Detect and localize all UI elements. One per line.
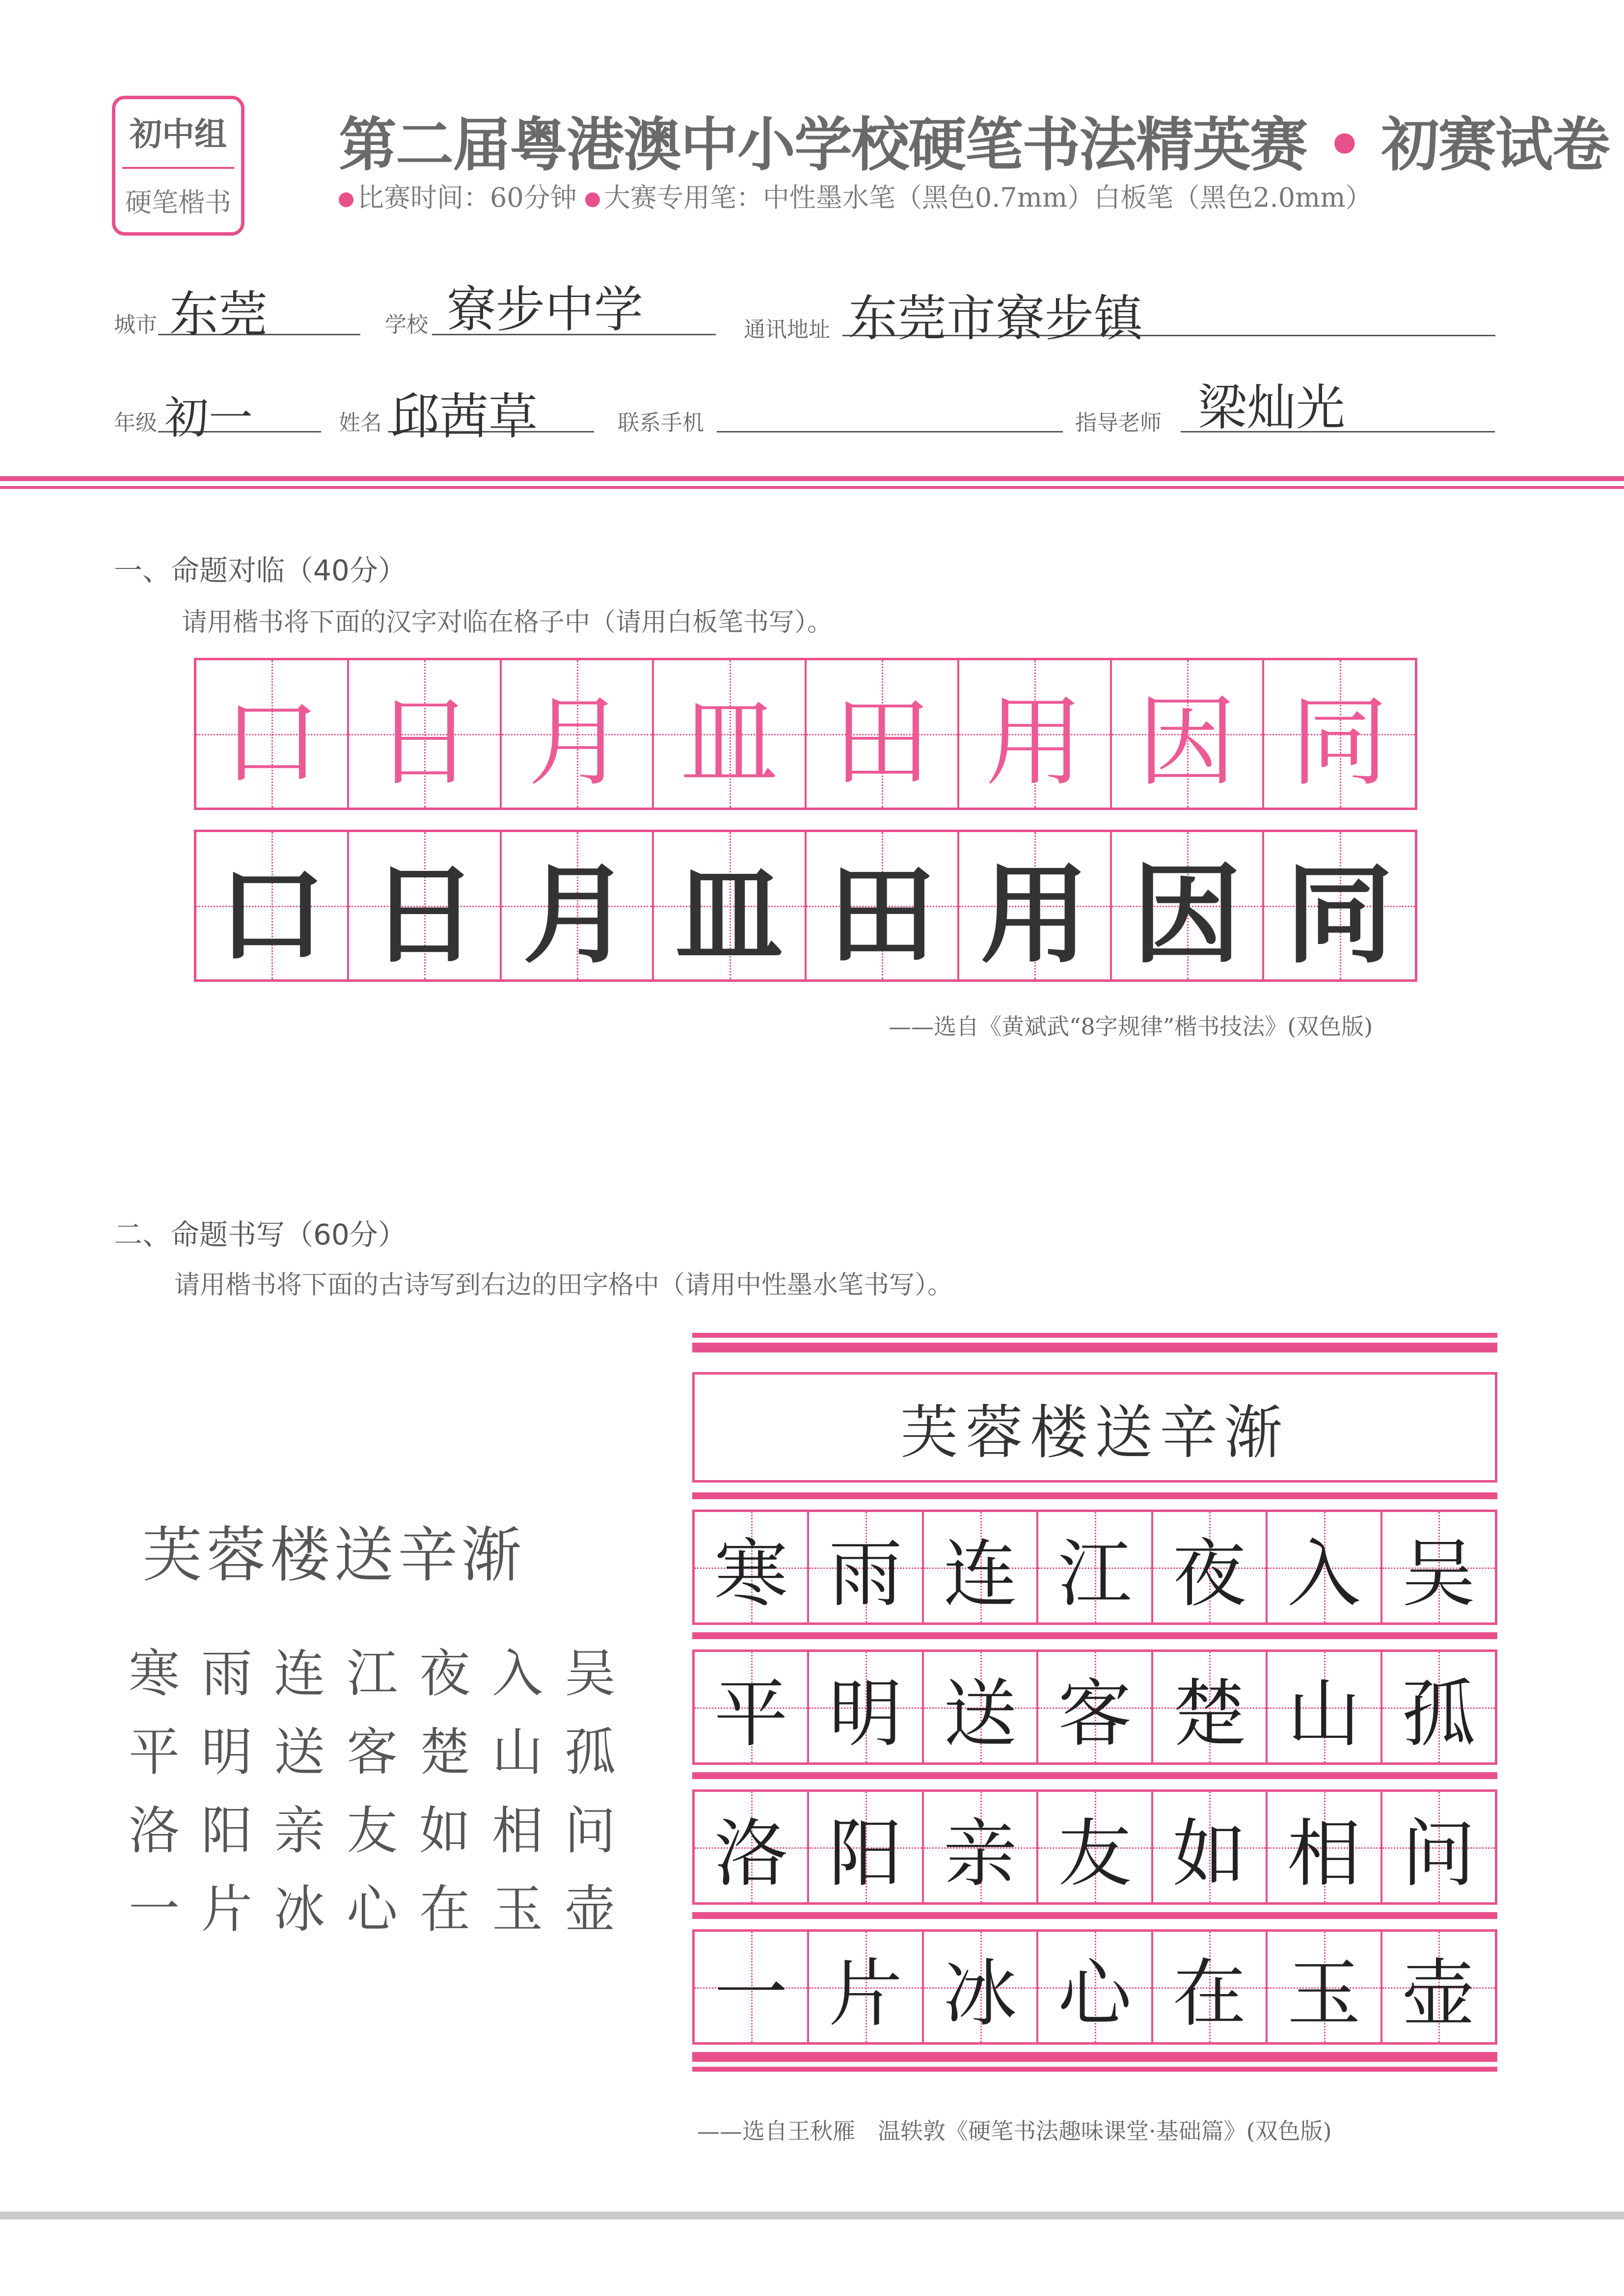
name-label: 姓名: [339, 410, 382, 435]
model-char: 因: [1137, 685, 1236, 800]
grid-cell[interactable]: [1268, 1652, 1382, 1762]
model-char: 同: [1290, 685, 1389, 800]
model-cell: [654, 660, 807, 808]
model-cell: [349, 660, 502, 808]
title-dot: •: [1307, 111, 1381, 179]
written-char: 在: [1172, 1951, 1246, 2037]
written-char: 江: [1057, 1531, 1132, 1617]
grid-cell[interactable]: [1268, 1512, 1382, 1622]
row-separator-band: [692, 1772, 1497, 1779]
grid-cell[interactable]: [924, 1652, 1038, 1762]
written-char: 心: [1057, 1951, 1132, 2037]
poem-line: 洛阳亲友如相问: [129, 1801, 638, 1861]
bullet-icon: [585, 192, 600, 207]
name-field[interactable]: 邱茜草: [390, 388, 538, 445]
written-char: 一: [714, 1951, 788, 2037]
grid-cell[interactable]: [1038, 1512, 1153, 1622]
section2-source: ——选自王秋雁 温轶敦《硬笔书法趣味课堂·基础篇》(双色版): [697, 2118, 1332, 2144]
city-label: 城市: [114, 312, 157, 337]
written-char: 冰: [943, 1951, 1017, 2037]
written-char: 片: [829, 1951, 903, 2037]
writing-cell[interactable]: [1112, 832, 1265, 979]
grid-cell[interactable]: [1038, 1792, 1153, 1902]
bullet-icon: [339, 192, 353, 207]
poem-grid-row[interactable]: [692, 1929, 1497, 2045]
model-char: 口: [222, 685, 321, 800]
written-char: 月: [522, 852, 631, 978]
model-char: 日: [375, 685, 474, 800]
poem-line: 寒雨连江夜入吴: [129, 1644, 638, 1703]
written-char: 明: [829, 1671, 903, 1757]
grid-cell[interactable]: [809, 1932, 923, 2042]
phone-label: 联系手机: [618, 410, 704, 435]
written-char: 吴: [1402, 1531, 1476, 1617]
model-char: 用: [985, 685, 1084, 800]
city-field[interactable]: 东莞: [169, 286, 268, 343]
written-char: 夜: [1172, 1531, 1246, 1617]
written-char: 如: [1172, 1811, 1246, 1897]
address-label: 通讯地址: [744, 317, 830, 342]
written-char: 山: [1287, 1671, 1361, 1757]
written-char: 客: [1057, 1671, 1132, 1757]
address-field[interactable]: 东莞市寮步镇: [848, 290, 1143, 347]
model-cell: [807, 660, 959, 808]
grid-cell[interactable]: [809, 1792, 923, 1902]
written-char: 楚: [1172, 1671, 1246, 1757]
written-char: 雨: [829, 1531, 903, 1617]
writing-cell[interactable]: [1264, 832, 1415, 979]
written-char: 用: [980, 852, 1089, 978]
model-char-grid: [194, 658, 1417, 810]
model-char: 田: [833, 685, 931, 800]
block-top-band: [692, 1333, 1497, 1338]
written-char: 寒: [714, 1531, 788, 1617]
poem-line: 一片冰心在玉壶: [129, 1879, 638, 1939]
writing-cell[interactable]: [502, 832, 654, 979]
model-cell: [196, 660, 349, 808]
written-char: 平: [714, 1671, 788, 1757]
grid-cell[interactable]: [924, 1932, 1038, 2042]
grid-cell[interactable]: [924, 1792, 1038, 1902]
phone-line: [717, 431, 1063, 432]
written-char: 孤: [1402, 1671, 1476, 1757]
model-cell: [1112, 660, 1265, 808]
grid-cell[interactable]: [1153, 1652, 1268, 1762]
model-char: 月: [527, 685, 626, 800]
group-badge: [112, 96, 244, 236]
school-label: 学校: [385, 312, 428, 337]
header-divider: [0, 476, 1624, 481]
written-char: 问: [1402, 1811, 1476, 1897]
poem-line: 平明送客楚山孤: [129, 1722, 638, 1782]
grid-cell[interactable]: [1382, 1512, 1495, 1622]
grid-cell[interactable]: [695, 1792, 809, 1902]
time-info: 比赛时间：60分钟: [357, 182, 577, 213]
title-underband: [692, 1492, 1497, 1499]
written-char: 洛: [714, 1811, 788, 1897]
school-field[interactable]: 寮步中学: [447, 281, 643, 338]
model-cell: [959, 660, 1112, 808]
written-char: 入: [1287, 1531, 1361, 1617]
written-char: 连: [943, 1531, 1017, 1617]
writing-cell[interactable]: [654, 832, 807, 979]
poem-grid-row[interactable]: [692, 1510, 1497, 1625]
written-char: 田: [828, 852, 936, 978]
grid-cell[interactable]: [1382, 1792, 1495, 1902]
block-top-band-thick: [692, 1343, 1497, 1352]
grid-cell[interactable]: [1038, 1652, 1153, 1762]
grid-cell[interactable]: [695, 1652, 809, 1762]
pen-info: 大赛专用笔：中性墨水笔（黑色0.7mm）白板笔（黑色2.0mm）: [603, 182, 1372, 213]
grid-cell[interactable]: [1268, 1792, 1382, 1902]
written-char: 送: [943, 1671, 1017, 1757]
page-title: [339, 98, 1609, 182]
badge-divider: [122, 167, 234, 169]
row-separator-band: [692, 1912, 1497, 1919]
written-char: 壶: [1402, 1951, 1476, 2037]
written-char: 皿: [675, 852, 784, 978]
written-char: 同: [1285, 852, 1394, 978]
grid-cell[interactable]: [695, 1932, 809, 2042]
teacher-label: 指导老师: [1075, 410, 1162, 435]
grid-cell[interactable]: [809, 1512, 923, 1622]
grade-label: 年级: [114, 410, 157, 435]
grid-cell[interactable]: [809, 1652, 923, 1762]
written-char: 日: [370, 852, 479, 978]
written-title: 芙蓉楼送辛渐: [900, 1398, 1289, 1466]
grid-cell[interactable]: [1153, 1512, 1268, 1622]
title-main: 第二届粤港澳中小学校硬笔书法精英赛: [339, 111, 1307, 179]
poem-title: 芙蓉楼送辛渐: [142, 1520, 525, 1590]
grid-cell[interactable]: [1153, 1792, 1268, 1902]
teacher-field[interactable]: 梁灿光: [1198, 379, 1345, 436]
written-char: 阳: [829, 1811, 903, 1897]
exam-info: [339, 177, 1372, 215]
writing-cell[interactable]: [807, 832, 959, 979]
section1-heading: 一、命题对临（40分）: [114, 554, 406, 587]
model-char: 皿: [680, 685, 779, 800]
block-bottom-band-thick: [692, 2052, 1497, 2062]
poem-grid-row[interactable]: [692, 1649, 1497, 1765]
section1-instruction: 请用楷书将下面的汉字对临在格子中（请用白板笔书写）。: [182, 608, 833, 637]
writing-char-grid[interactable]: [194, 830, 1417, 982]
section1-source: ——选自《黄斌武“8字规律”楷书技法》(双色版): [889, 1013, 1373, 1040]
written-char: 因: [1133, 852, 1241, 978]
written-char: 友: [1057, 1811, 1132, 1897]
written-char: 相: [1287, 1811, 1361, 1897]
written-char: 口: [217, 852, 326, 978]
poem-grid-row[interactable]: [692, 1789, 1497, 1905]
header-divider-thin: [0, 486, 1624, 489]
grid-cell[interactable]: [695, 1512, 809, 1622]
grid-cell[interactable]: [1038, 1932, 1153, 2042]
section2-heading: 二、命题书写（60分）: [114, 1218, 406, 1251]
written-char: 亲: [943, 1811, 1017, 1897]
model-cell: [502, 660, 654, 808]
grid-cell[interactable]: [1382, 1652, 1495, 1762]
model-cell: [1264, 660, 1415, 808]
footer-bar: [0, 2212, 1624, 2219]
section2-instruction: 请用楷书将下面的古诗写到右边的田字格中（请用中性墨水笔书写）。: [174, 1270, 953, 1300]
row-separator-band: [692, 1632, 1497, 1639]
grade-field[interactable]: 初一: [164, 392, 253, 444]
written-char: 玉: [1287, 1951, 1361, 2037]
grid-cell[interactable]: [1153, 1932, 1268, 2042]
block-bottom-band: [692, 2067, 1497, 2072]
grid-cell[interactable]: [1382, 1932, 1495, 2042]
badge-category: 硬笔楷书: [125, 187, 231, 218]
written-title-box[interactable]: [692, 1372, 1497, 1483]
title-suffix: 初赛试卷: [1381, 111, 1609, 179]
grid-cell[interactable]: [924, 1512, 1038, 1622]
writing-cell[interactable]: [349, 832, 502, 979]
grid-cell[interactable]: [1268, 1932, 1382, 2042]
writing-cell[interactable]: [196, 832, 349, 979]
writing-cell[interactable]: [959, 832, 1112, 979]
badge-group: 初中组: [130, 115, 227, 153]
